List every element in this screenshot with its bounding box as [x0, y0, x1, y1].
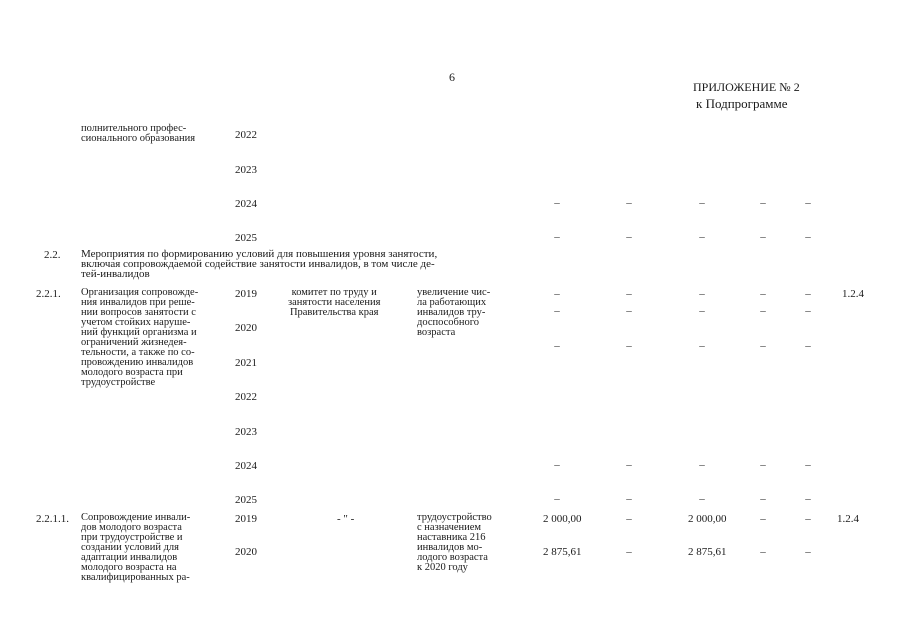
value-cell: – [699, 340, 705, 352]
value-cell: – [626, 459, 632, 471]
year-label: 2020 [235, 322, 257, 334]
value-cell: 2 000,00 [688, 513, 727, 525]
appendix-title: ПРИЛОЖЕНИЕ № 2 [693, 80, 800, 94]
value-cell: – [554, 459, 560, 471]
year-label: 2020 [235, 546, 257, 558]
section-title-line: включая сопровождаемой содействие занятости инвалидов, в том числе де- [81, 258, 435, 270]
value-cell: – [699, 493, 705, 505]
value-cell: – [699, 231, 705, 243]
year-label: 2022 [235, 129, 257, 141]
value-cell: – [805, 305, 811, 317]
continuation-name: полнительного профес- сионального образования [81, 123, 196, 144]
value-cell: – [554, 340, 560, 352]
value-cell: – [760, 513, 766, 525]
value-cell: – [760, 305, 766, 317]
value-cell: – [805, 493, 811, 505]
year-label: 2025 [235, 232, 257, 244]
year-label: 2023 [235, 164, 257, 176]
value-cell: – [626, 197, 632, 209]
value-cell: – [699, 288, 705, 300]
value-cell: – [626, 340, 632, 352]
value-cell: – [626, 546, 632, 558]
value-cell: – [760, 288, 766, 300]
item-number: 2.2.1. [36, 288, 61, 300]
value-cell: – [805, 513, 811, 525]
value-cell: – [699, 305, 705, 317]
value-cell: – [626, 231, 632, 243]
value-cell: – [760, 231, 766, 243]
value-cell: – [626, 288, 632, 300]
value-cell: – [805, 288, 811, 300]
value-cell: – [554, 231, 560, 243]
value-cell: – [805, 231, 811, 243]
year-label: 2021 [235, 357, 257, 369]
value-cell: – [626, 305, 632, 317]
section-title-line: тей-инвалидов [81, 268, 150, 280]
year-label: 2024 [235, 460, 257, 472]
value-cell: – [760, 340, 766, 352]
value-cell: 2 875,61 [688, 546, 727, 558]
value-cell: – [805, 340, 811, 352]
executor: комитет по труду и занятости населения Правительства края [288, 287, 381, 318]
value-cell: – [554, 493, 560, 505]
year-label: 2019 [235, 288, 257, 300]
value-cell: 2 000,00 [543, 513, 582, 525]
value-cell: – [805, 546, 811, 558]
value-cell: – [760, 546, 766, 558]
value-cell: – [760, 459, 766, 471]
year-label: 2019 [235, 513, 257, 525]
value-cell: – [699, 459, 705, 471]
value-cell: – [760, 197, 766, 209]
indicator-code: 1.2.4 [837, 513, 859, 525]
section-title [81, 249, 437, 279]
value-cell: 2 875,61 [543, 546, 582, 558]
value-cell: – [626, 493, 632, 505]
appendix-subtitle: к Подпрограмме [696, 96, 788, 111]
item-name: Сопровождение инвали- дов молодого возраста при трудоустройстве и создании условий для адаптации инвалидов молодого возраста на квалифицированных ра- [81, 512, 191, 583]
value-cell: – [554, 288, 560, 300]
section-title-line: Мероприятия по формированию условий для повышения уровня занятости, [81, 248, 438, 260]
value-cell: – [554, 197, 560, 209]
year-label: 2025 [235, 494, 257, 506]
value-cell: – [699, 197, 705, 209]
item-number: 2.2.1.1. [36, 513, 69, 525]
expected-result: трудоустройство с назначением наставника 216 инвалидов мо- лодого возраста к 2020 году [417, 512, 492, 573]
item-name: Организация сопровожде- ния инвалидов при реше- нии вопросов занятости с учетом стойких наруше- ний функций организма и ограничений жизнедея- тельности, а также по со- провождению инвалидов молодого возраста при трудоустройстве [81, 287, 199, 388]
value-cell: – [805, 459, 811, 471]
indicator-code: 1.2.4 [842, 288, 864, 300]
expected-result: увеличение чис- ла работающих инвалидов тру- доспособного возраста [417, 287, 491, 338]
value-cell: – [760, 493, 766, 505]
year-label: 2023 [235, 426, 257, 438]
value-cell: – [805, 197, 811, 209]
executor: - " - [337, 513, 355, 525]
value-cell: – [626, 513, 632, 525]
year-label: 2022 [235, 391, 257, 403]
year-label: 2024 [235, 198, 257, 210]
section-number: 2.2. [44, 249, 61, 261]
value-cell: – [554, 305, 560, 317]
page-number: 6 [449, 70, 455, 84]
